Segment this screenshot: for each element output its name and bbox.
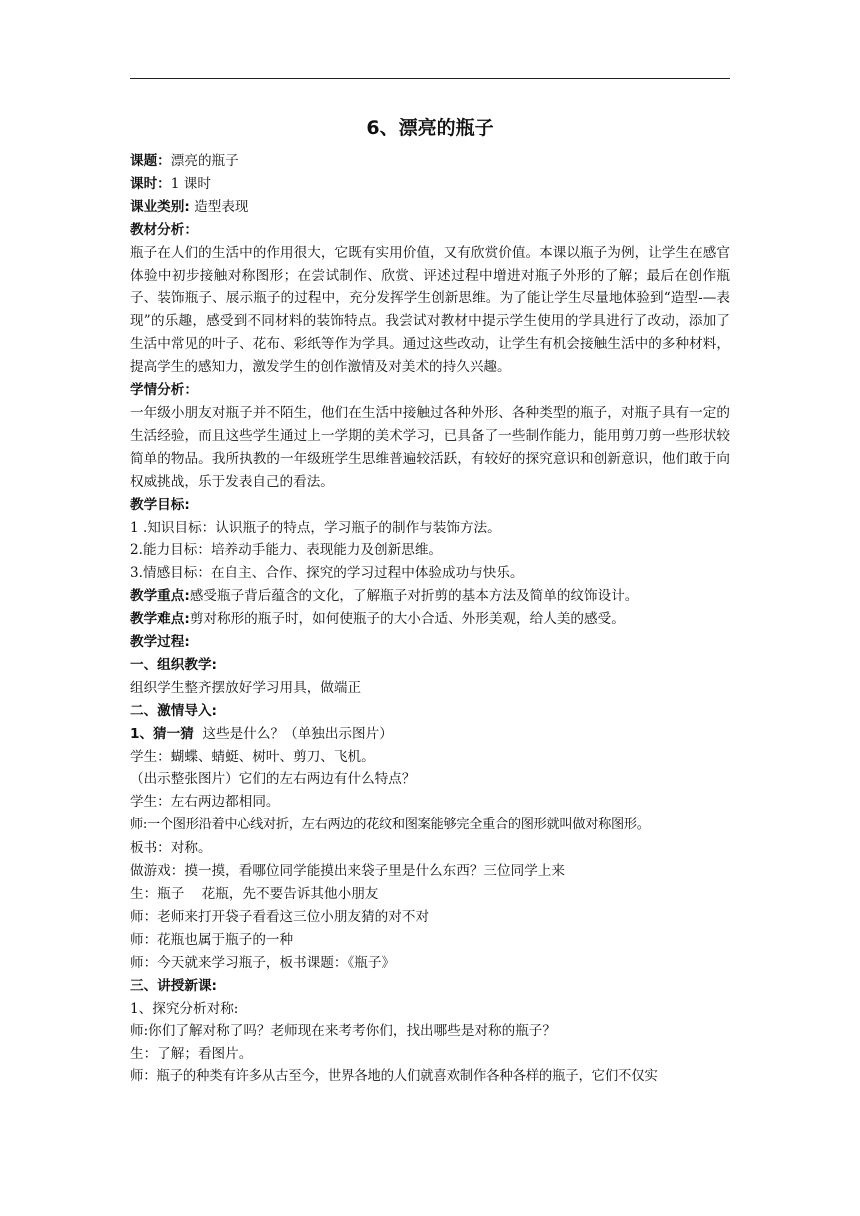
document-body [130, 150, 730, 1089]
section-line: 组织学生整齐摆放好学习用具，做端正 [130, 679, 362, 696]
process-heading: 教学过程: [130, 634, 190, 651]
guess-row [130, 723, 730, 746]
key-points-text: 感受瓶子背后蕴含的文化，了解瓶子对折剪的基本方法及简单的纹饰设计。 [189, 588, 639, 605]
dialogue-line: 师：老师来打开袋子看看这三位小朋友猜的对不对 [130, 908, 430, 925]
dialogue-line: 生：了解；看图片。 [130, 1046, 253, 1063]
material-paragraph: 瓶子在人们的生活中的作用很大，它既有实用价值，又有欣赏价值。本课以瓶子为例，让学生在感官体验中初步接触对称图形；在尝试制作、欣赏、评述过程中增进对瓶子外形的了解；最后在创作瓶子、装饰瓶子、展示瓶子的过程中，充分发挥学生创新思维。为了能让学生尽量地体验到“造型-—表现”的乐趣，感受到不同材料的装饰特点。我尝试对教材中提示学生使用的学具进行了改动，添加了生活中常见的叶子、花布、彩纸等作为学具。通过这些改动，让学生有机会接触生活中的多种材料，提高学生的感知力，激发学生的创作激情及对美术的持久兴趣。 [130, 244, 730, 376]
guess-label: 1、猜一猜 [130, 725, 194, 742]
goal-item: 1 .知识目标：认识瓶子的特点，学习瓶子的制作与装饰方法。 [130, 519, 501, 536]
dialogue-line: 师:一个图形沿着中心线对折，左右两边的花纹和图案能够完全重合的图形就叫做对称图形。 [130, 817, 650, 833]
dialogue-line: 师：瓶子的种类有许多从古至今，世界各地的人们就喜欢制作各种各样的瓶子，它们不仅实 [130, 1069, 658, 1085]
material-heading: 教材分析： [130, 221, 198, 238]
dialogue-line: 学生：蝴蝶、蜻蜓、树叶、剪刀、飞机。 [130, 748, 375, 765]
dialogue-line: 1、探究分析对称: [130, 1000, 239, 1017]
goals-heading: 教学目标: [130, 496, 190, 513]
category-label: 课业类别: [130, 198, 190, 215]
guess-text: 这些是什么？（单独出示图片） [193, 725, 393, 742]
goal-item: 3.情感目标：在自主、合作、探究的学习过程中体验成功与快乐。 [130, 565, 524, 582]
dialogue-line: 生：瓶子 花瓶，先不要告诉其他小朋友 [130, 886, 379, 902]
dialogue-line: （出示整张图片）它们的左右两边有什么特点？ [130, 771, 416, 788]
students-paragraph: 一年级小朋友对瓶子并不陌生，他们在生活中接触过各种外形、各种类型的瓶子，对瓶子具有一定的生活经验，而且这些学生通过上一学期的美术学习，已具备了一些制作能力，能用剪刀剪一些形状较简单的物品。我所执教的一年级班学生思维普遍较活跃，有较好的探究意识和创新意识，他们敢于向权威挑战，乐于发表自己的看法。 [130, 404, 730, 490]
header-rule [130, 78, 730, 79]
section-heading: 一、组织教学: [130, 656, 217, 673]
hours-value: 1 课时 [170, 175, 211, 192]
difficulty-text: 剪对称形的瓶子时，如何使瓶子的大小合适、外形美观，给人美的感受。 [189, 611, 625, 628]
hours-label: 课时： [130, 175, 171, 192]
difficulty-row [130, 608, 730, 631]
dialogue-line: 做游戏：摸一摸，看哪位同学能摸出来袋子里是什么东西？三位同学上来 [130, 863, 565, 880]
category-value: 造型表现 [194, 198, 249, 215]
dialogue-line: 板书：对称。 [130, 840, 212, 857]
document-title: 6、漂亮的瓶子 [366, 117, 494, 139]
section-heading: 二、激情导入: [130, 702, 217, 719]
dialogue-line: 学生：左右两边都相同。 [130, 794, 280, 811]
dialogue-line: 师：今天就来学习瓶子，板书课题：《瓶子》 [130, 954, 396, 971]
section-heading: 三、讲授新课: [130, 977, 217, 994]
key-points-label: 教学重点: [130, 588, 190, 605]
goal-item: 2.能力目标：培养动手能力、表现能力及创新思维。 [130, 542, 443, 559]
lesson-row [130, 150, 730, 173]
key-points-row [130, 585, 730, 608]
difficulty-label: 教学难点: [130, 611, 190, 628]
students-heading: 学情分析： [130, 382, 198, 399]
lesson-value: 漂亮的瓶子 [170, 153, 239, 169]
dialogue-line: 师：花瓶也属于瓶子的一种 [130, 931, 294, 948]
lesson-label: 课题： [130, 153, 171, 169]
dialogue-line: 师:你们了解对称了吗？老师现在来考考你们，找出哪些是对称的瓶子？ [130, 1023, 556, 1040]
hours-row [130, 173, 730, 196]
category-row [130, 196, 730, 219]
